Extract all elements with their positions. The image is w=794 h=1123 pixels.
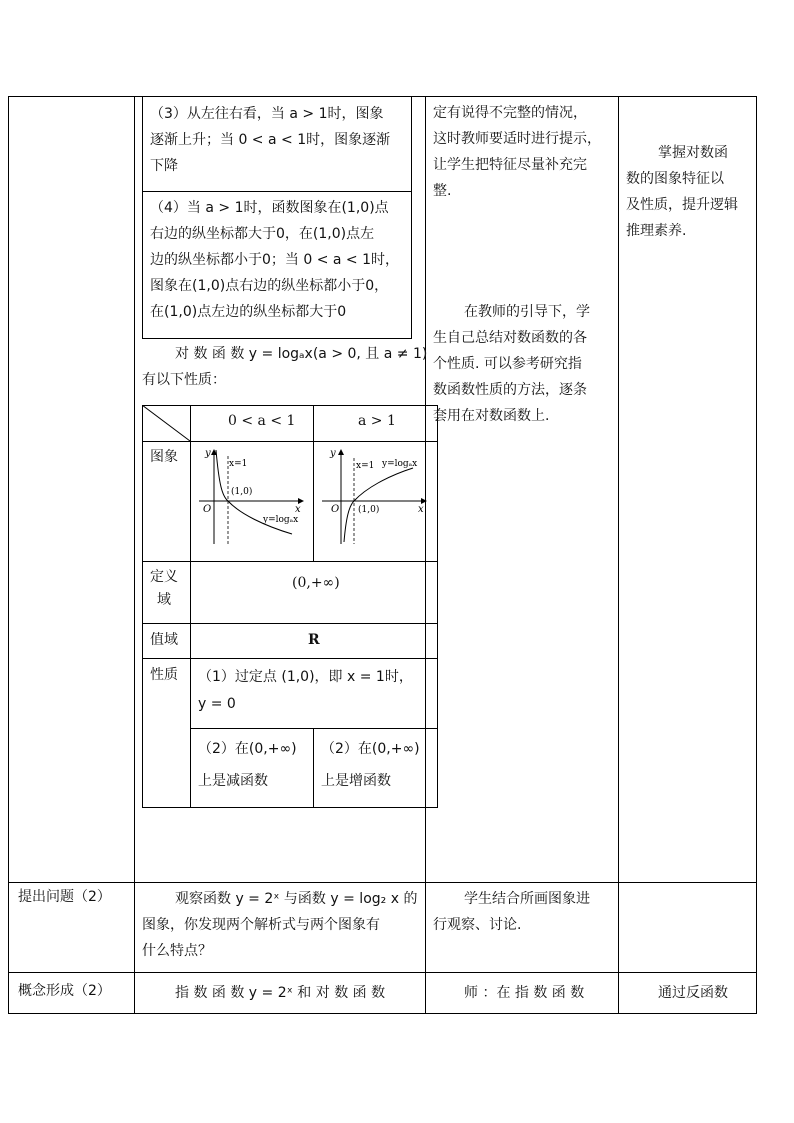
graph-right-x-label: x (418, 504, 424, 515)
inner-table-h-bottom (142, 807, 438, 808)
ask-question-line-2: 图象，你发现两个解析式与两个图象有 (142, 917, 380, 933)
teacher-hint-line-1: 定有说得不完整的情况， (433, 105, 587, 121)
graph-left-origin: O (203, 504, 212, 515)
graph-left-point: (1,0) (231, 487, 253, 497)
log-function-intro-line-2: 有以下性质： (142, 372, 226, 388)
graph-right-point: (1,0) (358, 505, 380, 515)
box3-line-2: 逐渐上升；当 0 < a < 1时，图象逐渐 (150, 132, 391, 148)
graph-decreasing-log (195, 444, 307, 556)
box4-line-4: 图象在(1,0)点右边的纵坐标都小于0， (150, 278, 389, 294)
stage-label-ask-question: 提出问题（2） (18, 889, 111, 905)
range-value: R (308, 632, 320, 648)
log-function-intro-line-1: 对 数 函 数 y = logₐx(a > 0, 且 a ≠ 1) (175, 346, 428, 362)
graph-right-x-eq-1: x=1 (356, 461, 375, 471)
student-summary-line-5: 套用在对数函数上. (433, 408, 550, 424)
box4-line-1: （4）当 a > 1时，函数图象在(1,0)点 (150, 200, 389, 216)
teacher-hint-line-3: 让学生把特征尽量补充完 (433, 157, 587, 173)
row-label-domain-2: 域 (157, 592, 171, 608)
ask-question-line-3: 什么特点？ (142, 943, 212, 959)
head-a-gt-1: a > 1 (358, 413, 396, 429)
graph-left-y-label: y (205, 448, 211, 459)
row-label-graph: 图象 (150, 449, 178, 465)
graph-left-function: y=logₐx (263, 515, 299, 525)
goal-line-1: 掌握对数函 (658, 145, 728, 161)
ask-student-line-2: 行观察、讨论. (433, 917, 522, 933)
graph-increasing-log (318, 444, 430, 556)
concept-line: 指 数 函 数 y = 2ˣ 和 对 数 函 数 (175, 985, 386, 1001)
graph-right-origin: O (331, 504, 340, 515)
box4-line-5: 在(1,0)点左边的纵坐标都大于0 (150, 304, 347, 320)
concept-goal-line: 通过反函数 (658, 985, 728, 1001)
box3-line-3: 下降 (150, 158, 178, 174)
student-summary-line-4: 数函数性质的方法，逐条 (433, 382, 587, 398)
property-1-line-2: y = 0 (198, 696, 236, 712)
property-2-right-line-2: 上是增函数 (321, 773, 391, 789)
table-corner-diagonal (142, 405, 191, 442)
inner-table-h-2 (142, 561, 438, 562)
student-summary-line-2: 生自己总结对数函数的各 (433, 330, 587, 346)
inner-table-v-left (142, 405, 143, 808)
box4-line-2: 右边的纵坐标都大于0，在(1,0)点左 (150, 226, 375, 242)
inner-table-v-1 (190, 405, 191, 808)
main-table-col-line-1 (134, 96, 135, 1014)
teacher-hint-line-4: 整. (433, 183, 452, 199)
inner-table-h-4 (142, 658, 438, 659)
inner-table-h-5 (190, 728, 438, 729)
graph-left-x-label: x (295, 504, 301, 515)
ask-question-line-1: 观察函数 y = 2ˣ 与函数 y = log₂ x 的 (175, 891, 418, 907)
box4-line-3: 边的纵坐标都小于0；当 0 < a < 1时， (150, 252, 400, 268)
graph-left-x-eq-1: x=1 (229, 459, 248, 469)
inner-table-v-mid-bottom (313, 728, 314, 808)
row-label-range: 值域 (150, 632, 178, 648)
main-table-col-line-3 (618, 96, 619, 1014)
student-summary-line-3: 个性质. 可以参考研究指 (433, 356, 582, 372)
main-table-col-line-4 (756, 96, 757, 1014)
property-2-left-line-1: （2）在(0,+∞) (198, 741, 297, 757)
ask-student-line-1: 学生结合所画图象进 (464, 891, 590, 907)
inner-table-v-right (437, 405, 438, 808)
student-summary-line-1: 在教师的引导下，学 (464, 304, 590, 320)
main-table-row-divider-2 (8, 972, 757, 973)
main-table-col-line-0 (8, 96, 9, 1014)
goal-line-3: 及性质，提升逻辑 (626, 197, 738, 213)
goal-line-2: 数的图象特征以 (626, 171, 724, 187)
row-label-domain-1: 定义 (150, 569, 178, 585)
inner-table-v-mid-top (313, 405, 314, 562)
inner-table-h-3 (142, 623, 438, 624)
head-0-lt-a-lt-1: 0 < a < 1 (228, 413, 296, 429)
teacher-hint-line-2: 这时教师要适时进行提示， (433, 131, 601, 147)
graph-right-function: y=logₐx (382, 459, 418, 469)
row-label-properties: 性质 (150, 667, 178, 683)
domain-value: (0,+∞) (292, 575, 340, 591)
main-table-row-divider-1 (8, 882, 757, 883)
property-2-right-line-1: （2）在(0,+∞) (321, 741, 420, 757)
box3-line-1: （3）从左往右看，当 a > 1时，图象 (150, 106, 384, 122)
main-table-bottom-border (8, 1013, 757, 1014)
property-1-line-1: （1）过定点 (1,0)，即 x = 1时， (198, 669, 413, 685)
stage-label-concept-formation: 概念形成（2） (18, 983, 111, 999)
graph-right-y-label: y (330, 448, 336, 459)
goal-line-4: 推理素养. (626, 223, 687, 239)
concept-teacher-line: 师 ：在 指 数 函 数 (464, 985, 585, 1001)
property-2-left-line-2: 上是减函数 (198, 773, 268, 789)
